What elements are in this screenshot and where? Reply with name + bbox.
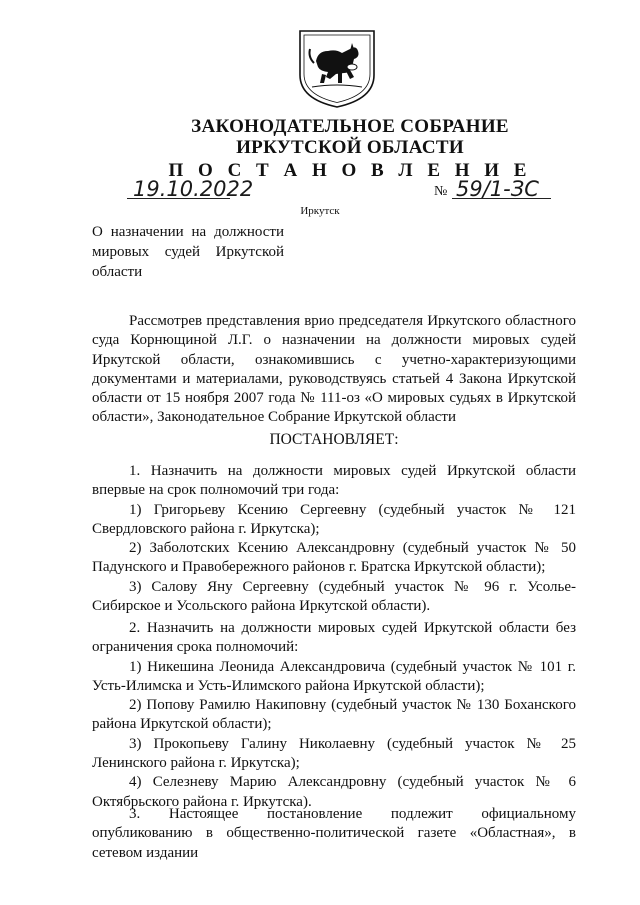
preamble: Рассмотрев представления врио председателя Иркутского областного суда Корнющиной Л.Г. о назначении на должности мировых судей Иркутской области, ознакомившись с учетно-характеризующими документами и материалами, руководствуясь статьей 4 Закона Иркутской области от 15 ноября 2007 года № 111-оз «О мировых судьях в Иркутской области», Законодательное Собрание Иркутской области (92, 313, 576, 426)
list-item: 3) Прокопьеву Галину Николаевну (судебный участок № 25 Ленинского района г. Иркутска); (92, 735, 576, 772)
list-item: 4) Селезневу Марию Александровну (судебный участок № 6 Октябрьского района г. Иркутска). (92, 774, 576, 810)
list-item: 2) Заболотских Ксению Александровну (судебный участок № 50 Падунского и Правобережного районов г. Братска Иркутской области); (92, 540, 576, 576)
list-item: 1) Никешина Леонида Александровича (судебный участок № 101 г. Усть-Илимска и Усть-Илимского района Иркутской области); (92, 658, 576, 694)
document-number: 59/1-ЗС (456, 177, 539, 201)
number-underline (452, 198, 551, 199)
date-underline (127, 198, 230, 199)
number-label: № (434, 184, 448, 199)
section-1 (92, 462, 576, 616)
section-2-lead: 2. Назначить на должности мировых судей Иркутской области без ограничения срока полномочий: (92, 620, 576, 656)
document-type: П О С Т А Н О В Л Е Н И Е (168, 160, 532, 181)
resolution-heading: ПОСТАНОВЛЯЕТ: (269, 431, 399, 448)
list-item: 3) Салову Яну Сергеевну (судебный участок № 96 г. Усолье-Сибирское и Усольского района Иркутской области). (92, 578, 576, 615)
document-subject: О назначении на должности мировых судей Иркутской области (92, 224, 284, 280)
section-1-lead: 1. Назначить на должности мировых судей Иркутской области впервые на срок полномочий три года: (92, 463, 576, 499)
section-2 (92, 619, 576, 812)
list-item: 1) Григорьеву Ксению Сергеевну (судебный участок № 121 Свердловского района г. Иркутска); (92, 501, 576, 537)
list-item: 2) Попову Рамилю Накиповну (судебный участок № 130 Боханского района Иркутской области); (92, 697, 576, 733)
coat-of-arms-icon (292, 27, 382, 109)
org-name-line2: ИРКУТСКОЙ ОБЛАСТИ (236, 137, 464, 158)
city: Иркутск (300, 205, 340, 217)
org-name-line1: ЗАКОНОДАТЕЛЬНОЕ СОБРАНИЕ (191, 116, 509, 137)
document-date: 19.10.2022 (133, 177, 254, 201)
section-3: 3. Настоящее постановление подлежит официальному опубликованию в общественно-политической газете «Областная», в сетевом издании (92, 806, 576, 861)
